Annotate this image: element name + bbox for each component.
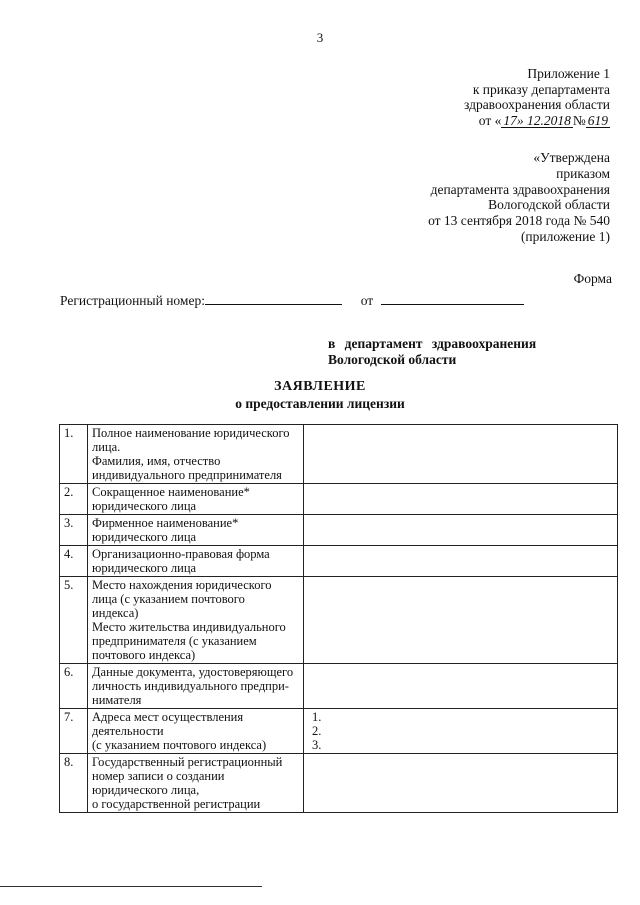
row-label-line: индекса): [92, 606, 139, 620]
row-label-line: номер записи о создании: [92, 769, 225, 783]
row-label-line: индивидуального предпринимателя: [92, 468, 282, 482]
row-label-line: лица.: [92, 440, 121, 454]
row-label-line: юридического лица,: [92, 783, 200, 797]
footnote-divider: [0, 886, 262, 887]
row-value-field[interactable]: [304, 754, 618, 813]
row-label-line: Место нахождения юридического: [92, 578, 272, 592]
row-label: [88, 754, 304, 813]
page-number: 3: [316, 30, 324, 45]
row-label-line: Адреса мест осуществления: [92, 710, 244, 724]
row-label: [88, 515, 304, 546]
row-label: [88, 709, 304, 754]
row-label-line: Фирменное наименование*: [92, 516, 239, 530]
table-row: [60, 546, 618, 577]
row-label-line: нимателя: [92, 693, 142, 707]
row-value-field[interactable]: [304, 425, 618, 484]
appendix-line-1: Приложение 1: [527, 66, 610, 81]
row-label-line: Организационно-правовая форма: [92, 547, 270, 561]
address-item-number: 1.: [312, 710, 322, 724]
row-number: 3.: [60, 515, 88, 546]
row-value-field[interactable]: [304, 709, 618, 754]
table-row: [60, 709, 618, 754]
address-item-number: 3.: [312, 738, 322, 752]
row-label: [88, 425, 304, 484]
row-label-line: юридического лица: [92, 499, 197, 513]
row-number: 4.: [60, 546, 88, 577]
row-label-line: Место жительства индивидуального: [92, 620, 286, 634]
approval-line: «Утверждена: [533, 150, 610, 165]
appendix-number-handwritten: 619: [587, 112, 608, 128]
row-number: 8.: [60, 754, 88, 813]
appendix-line-3: здравоохранения области: [463, 97, 610, 112]
row-label-line: Государственный регистрационный: [92, 755, 283, 769]
row-number: 2.: [60, 484, 88, 515]
registration-number-label: Регистрационный номер:: [60, 293, 205, 308]
appendix-line-2: к приказу департамента: [472, 81, 610, 97]
appendix-date-line: [464, 113, 610, 129]
row-label-line: (с указанием почтового индекса): [92, 738, 267, 752]
registration-date-blank[interactable]: [381, 293, 524, 305]
address-item-number: 2.: [312, 724, 322, 738]
appendix-block: [464, 66, 610, 128]
row-label-line: юридического лица: [92, 530, 197, 544]
registration-date-label: от: [360, 293, 374, 308]
row-label-line: юридического лица: [92, 561, 197, 575]
row-label-line: Фамилия, имя, отчество: [92, 454, 221, 468]
row-number: 5.: [60, 577, 88, 664]
row-label-line: деятельности: [92, 724, 164, 738]
row-number: 6.: [60, 664, 88, 709]
approval-line: приказом: [556, 165, 610, 181]
appendix-number-label: №: [572, 112, 586, 128]
approval-line: (приложение 1): [520, 228, 610, 244]
table-row: [60, 484, 618, 515]
table-row: [60, 664, 618, 709]
approval-block: [428, 150, 610, 245]
row-label-line: Полное наименование юридического: [92, 426, 290, 440]
table-row: [60, 425, 618, 484]
document-title: ЗАЯВЛЕНИЕ: [274, 379, 366, 394]
row-label: [88, 484, 304, 515]
row-label-line: Данные документа, удостоверяющего: [92, 665, 294, 679]
row-number: 1.: [60, 425, 88, 484]
row-value-field[interactable]: [304, 664, 618, 709]
table-row: [60, 754, 618, 813]
approval-line: от 13 сентября 2018 года № 540: [428, 213, 610, 229]
registration-line: [60, 293, 524, 309]
appendix-date-handwritten: 17» 12.2018: [503, 112, 571, 128]
row-label-line: о государственной регистрации: [92, 797, 261, 811]
registration-number-blank[interactable]: [205, 293, 342, 305]
row-label-line: личность индивидуального предпри-: [92, 679, 289, 693]
addressee-block: [328, 336, 588, 367]
row-value-field[interactable]: [304, 484, 618, 515]
table-row: [60, 515, 618, 546]
row-label: [88, 664, 304, 709]
row-label-line: лица (с указанием почтового: [92, 592, 245, 606]
application-form-table: [59, 424, 618, 813]
row-value-field[interactable]: [304, 546, 618, 577]
row-value-field[interactable]: [304, 515, 618, 546]
addressee-line-1: в департамент здравоохранения: [328, 336, 537, 351]
table-row: [60, 577, 618, 664]
row-label-line: предпринимателя (с указанием: [92, 634, 257, 648]
row-label: [88, 546, 304, 577]
row-value-field[interactable]: [304, 577, 618, 664]
row-number: 7.: [60, 709, 88, 754]
row-label-line: почтового индекса): [92, 648, 196, 662]
row-label: [88, 577, 304, 664]
form-label: Форма: [573, 271, 612, 286]
addressee-line-2: Вологодской области: [328, 351, 457, 367]
document-subtitle: о предоставлении лицензии: [235, 396, 405, 411]
row-label-line: Сокращенное наименование*: [92, 485, 250, 499]
approval-line: Вологодской области: [488, 197, 610, 213]
appendix-from-label: от «: [478, 112, 502, 128]
approval-line: департамента здравоохранения: [430, 181, 610, 197]
